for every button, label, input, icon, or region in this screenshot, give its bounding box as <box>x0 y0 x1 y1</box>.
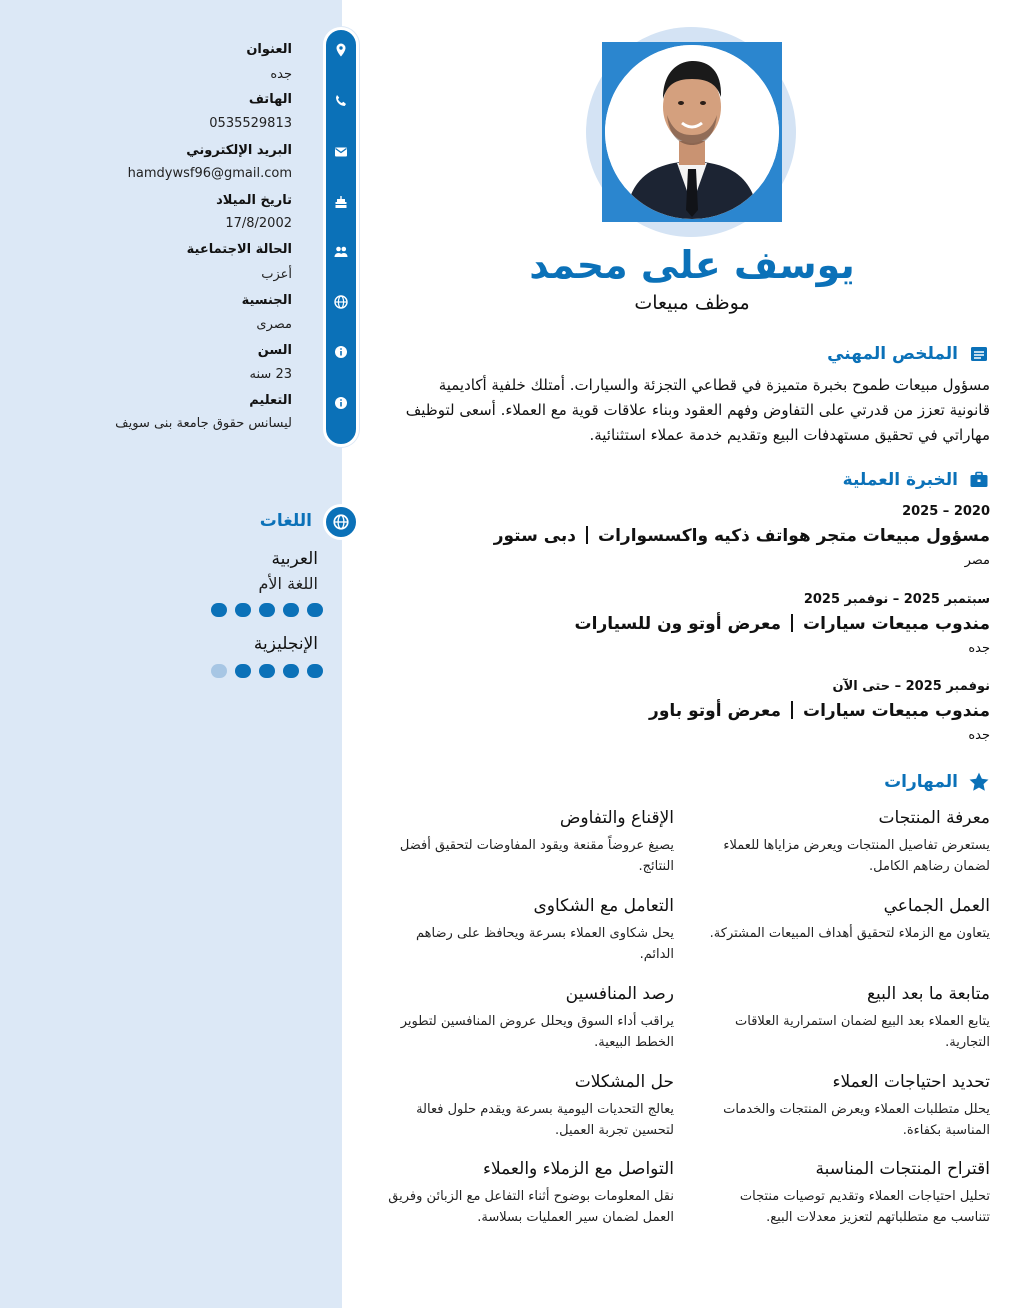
language-level: اللغة الأم <box>258 574 318 593</box>
separator <box>791 614 793 632</box>
skill-description: تحليل احتياجات العملاء وتقديم توصيات منتجات تتناسب مع متطلباتهم لتعزيز معدلات البيع. <box>739 1189 990 1225</box>
skills-title: المهارات <box>884 772 958 792</box>
skill-title: معرفة المنتجات <box>878 808 990 828</box>
language-name: العربية <box>271 549 318 569</box>
skill-item <box>700 1157 990 1228</box>
contact-label: العنوان <box>246 42 292 57</box>
separator <box>586 526 588 544</box>
contact-value: 17/8/2002 <box>225 216 292 231</box>
location-pin-icon <box>333 42 349 58</box>
rating-dot <box>235 664 251 678</box>
phone-icon <box>333 93 349 109</box>
job-date: سبتمبر 2025 – نوفمبر 2025 <box>803 592 990 607</box>
profile-photo <box>605 45 779 219</box>
contact-value: ليسانس حقوق جامعة بنى سويف <box>115 416 292 431</box>
rating-dot <box>283 603 299 617</box>
skill-item <box>384 1070 674 1141</box>
summary-text: مسؤول مبيعات طموح بخبرة متميزة في قطاعي التجزئة والسيارات. أمتلك خلفية أكاديمية قانونية تعزز من قدرتي على التفاوض وفهم العقود وبناء علاقات قوية مع العملاء. أسعى لتوظيف مهاراتي في تحقيق مستهدفات البيع وتقديم خدمة عملاء استثنائية. <box>405 376 990 444</box>
contact-label: السن <box>257 343 292 358</box>
contact-label: الجنسية <box>241 293 292 308</box>
skill-title: حل المشكلات <box>574 1072 674 1092</box>
skill-title: التعامل مع الشكاوى <box>533 896 674 916</box>
skill-item <box>384 894 674 965</box>
skill-item <box>700 806 990 877</box>
skill-description: يراقب أداء السوق ويحلل عروض المنافسين لتطوير الخطط البيعية. <box>400 1014 674 1050</box>
contact-value: جده <box>270 67 292 82</box>
contact-icon-strip <box>323 27 359 447</box>
job-company: معرض أوتو باور <box>649 701 782 721</box>
contact-birthdate <box>216 192 292 233</box>
contact-value: 23 سنه <box>249 367 292 382</box>
rating-dot-empty <box>211 664 227 678</box>
rating-dot <box>307 603 323 617</box>
job-role-line <box>494 522 990 550</box>
contact-label: الهاتف <box>248 92 292 107</box>
skill-description: يستعرض تفاصيل المنتجات ويعرض مزاياها للعملاء لضمان رضاهم الكامل. <box>723 838 990 874</box>
skill-item <box>384 982 674 1053</box>
skill-description: يحل شكاوى العملاء بسرعة ويحافظ على رضاهم الدائم. <box>416 926 674 962</box>
rating-dot <box>211 603 227 617</box>
contact-education <box>115 392 292 433</box>
contact-marital-status <box>187 241 292 284</box>
languages-title: اللغات <box>259 511 312 531</box>
language-name: الإنجليزية <box>253 634 318 654</box>
skill-item <box>700 894 990 944</box>
skill-description: يعالج التحديات اليومية بسرعة ويقدم حلول فعالة لتحسين تجربة العميل. <box>416 1102 674 1138</box>
job-location: مصر <box>964 553 990 568</box>
skill-title: تحديد احتياجات العملاء <box>832 1072 990 1092</box>
skill-item <box>700 982 990 1053</box>
job-role: مسؤول مبيعات متجر هواتف ذكيه واكسسوارات <box>598 526 990 546</box>
experience-entry <box>649 677 990 747</box>
contact-label: التعليم <box>249 393 292 408</box>
skill-description: يتابع العملاء بعد البيع لضمان استمرارية العلاقات التجارية. <box>735 1014 990 1050</box>
language-rating-english <box>211 664 323 678</box>
job-company: دبى ستور <box>493 526 577 546</box>
skill-title: رصد المنافسين <box>565 984 674 1004</box>
contact-label: الحالة الاجتماعية <box>186 242 292 257</box>
rating-dot <box>259 664 275 678</box>
skill-title: العمل الجماعي <box>883 896 990 916</box>
star-icon <box>968 771 990 793</box>
skill-title: متابعة ما بعد البيع <box>866 984 990 1004</box>
people-icon <box>333 244 349 260</box>
experience-entry <box>494 502 990 572</box>
birthday-cake-icon <box>333 194 349 210</box>
skill-description: نقل المعلومات بوضوح أثناء التفاعل مع الزبائن وفريق العمل لضمان سير العمليات بسلاسة. <box>388 1189 674 1225</box>
skill-item <box>384 806 674 877</box>
job-date: 2020 – 2025 <box>902 504 990 519</box>
rating-dot <box>235 603 251 617</box>
experience-title: الخبرة العملية <box>842 470 958 490</box>
skill-item <box>700 1070 990 1141</box>
job-date: نوفمبر 2025 – حتى الآن <box>832 679 990 694</box>
contact-nationality <box>242 292 292 334</box>
document-icon <box>968 343 990 365</box>
summary-section-header <box>827 343 990 365</box>
rating-dot <box>259 603 275 617</box>
rating-dot <box>283 664 299 678</box>
contact-value: مصرى <box>256 317 292 332</box>
skill-description: يحلل متطلبات العملاء ويعرض المنتجات والخدمات المناسبة بكفاءة. <box>723 1102 990 1138</box>
email-icon <box>333 144 349 160</box>
contact-value: hamdywsf96@gmail.com <box>127 166 292 181</box>
languages-globe-icon <box>323 504 359 540</box>
job-company: معرض أوتو ون للسيارات <box>574 614 782 634</box>
contact-value: أعزب <box>261 267 292 282</box>
skill-title: اقتراح المنتجات المناسبة <box>815 1159 990 1179</box>
skill-description: يصيغ عروضاً مقنعة ويقود المفاوضات لتحقيق أفضل النتائج. <box>399 838 674 874</box>
contact-value: 0535529813 <box>209 116 292 131</box>
skill-item <box>384 1157 674 1228</box>
job-role: مندوب مبيعات سيارات <box>803 701 990 721</box>
briefcase-icon <box>968 469 990 491</box>
info-icon <box>333 395 349 411</box>
skills-section-header <box>884 771 990 793</box>
info-icon <box>333 344 349 360</box>
skill-title: الإقناع والتفاوض <box>559 808 674 828</box>
candidate-job-title: موظف مبيعات <box>634 292 750 314</box>
separator <box>791 701 793 719</box>
experience-section-header <box>843 469 990 491</box>
job-role-line <box>649 697 990 725</box>
skill-description: يتعاون مع الزملاء لتحقيق أهداف المبيعات المشتركة. <box>709 926 990 941</box>
job-role: مندوب مبيعات سيارات <box>803 614 990 634</box>
job-location: جده <box>968 641 990 656</box>
experience-entry <box>575 590 990 660</box>
candidate-name: يوسف على محمد <box>529 243 855 287</box>
contact-label: البريد الإلكتروني <box>186 143 292 158</box>
job-role-line <box>575 610 990 638</box>
rating-dot <box>307 664 323 678</box>
contact-address <box>246 41 292 84</box>
language-rating-arabic <box>211 603 323 617</box>
skill-title: التواصل مع الزملاء والعملاء <box>482 1159 674 1179</box>
summary-title: الملخص المهني <box>827 344 958 364</box>
contact-label: تاريخ الميلاد <box>216 193 292 208</box>
contact-age <box>250 342 292 384</box>
contact-email <box>128 142 292 183</box>
globe-icon <box>333 294 349 310</box>
contact-phone <box>209 91 292 133</box>
job-location: جده <box>968 728 990 743</box>
